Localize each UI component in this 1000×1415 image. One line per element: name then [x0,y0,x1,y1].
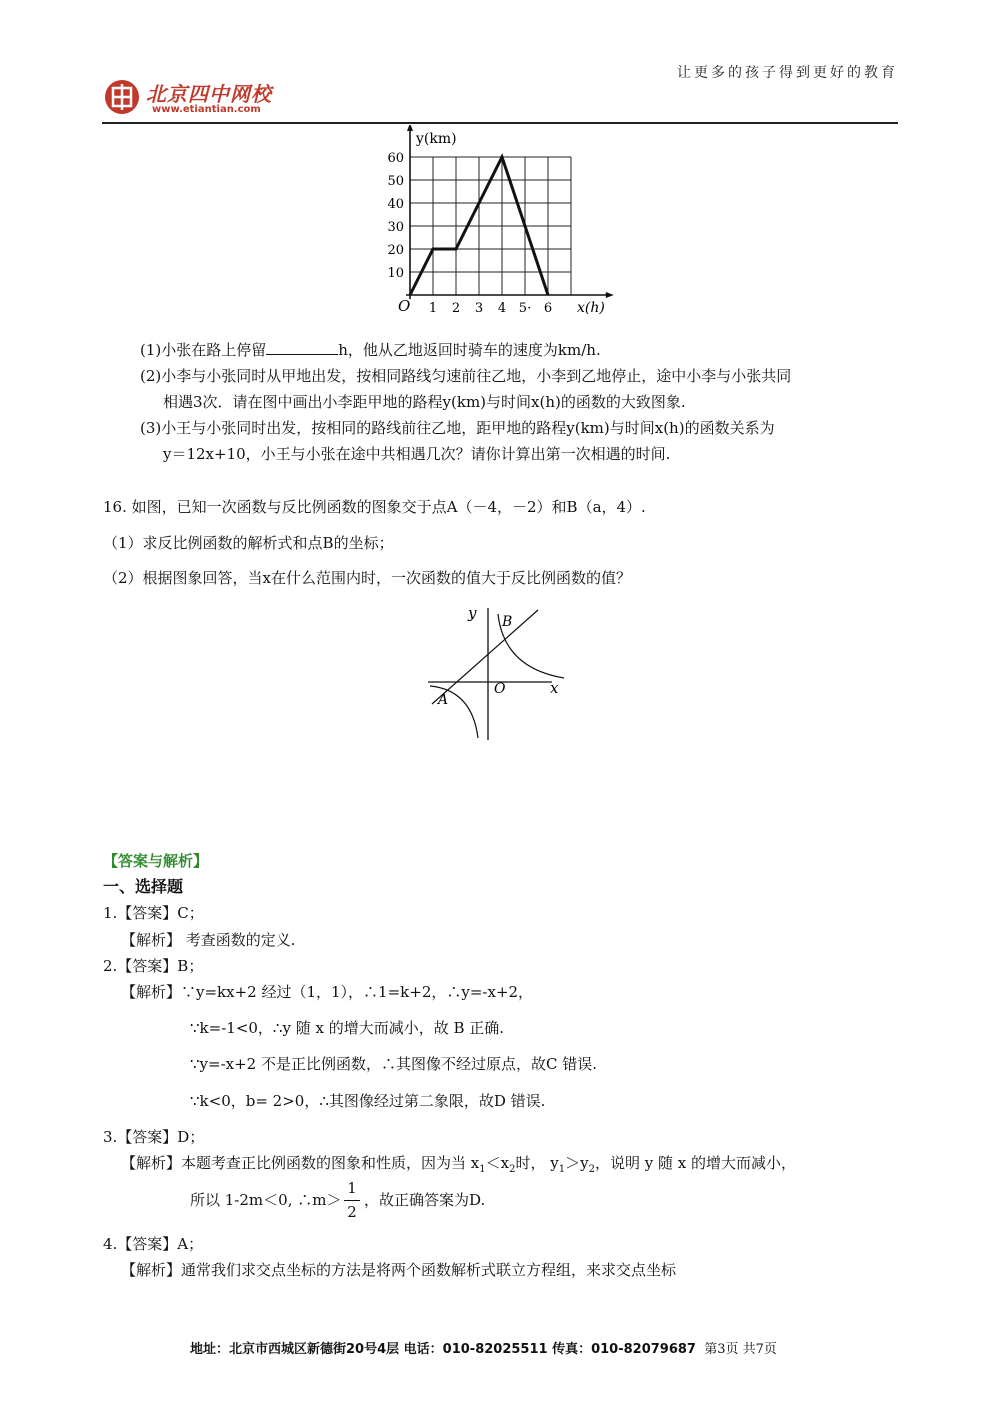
y-tick-label: 30 [387,220,404,235]
answer-4-explanation: 【解析】通常我们求交点坐标的方法是将两个函数解析式联立方程组，来求交点坐标 [121,1261,677,1279]
answer-1-explanation: 【解析】 考查函数的定义. [121,931,296,949]
logo-url: www.etiantian.com [152,104,261,115]
point-a-label: A [438,692,449,708]
y-axis-label: y(km) [416,131,457,147]
answer-3-explanation-2a: 所以 1-2m＜0, ∴m＞ [190,1191,342,1209]
answer-2: 2.【答案】B； [103,957,204,975]
q15-part1: (1)小张在路上停留 h，他从乙地返回时骑车的速度为km/h. [140,341,601,359]
x-tick-label: 2 [451,301,461,316]
logo-name: 北京四中网校 [146,82,272,106]
origin-label: O [398,297,411,315]
q15-part3-line1: (3)小王与小张同时出发，按相同的路线前往乙地，距甲地的路程y(km)与时间x(h)的函数关系为 [140,419,775,437]
graph2-origin-label: O [494,681,506,697]
footer-page: 第3页 共7页 [704,1342,777,1357]
school-logo-icon [102,78,144,116]
q16-part2: （2）根据图象回答，当x在什么范围内时，一次函数的值大于反比例函数的值？ [103,569,632,587]
header-slogan: 让更多的孩子得到更好的教育 [677,65,898,81]
y-tick-label: 50 [387,174,404,189]
answer-2-explanation-1: 【解析】∵y=kx+2 经过（1，1），∴1=k+2，∴y=-x+2， [121,983,534,1001]
answer-2-explanation-2: ∵k=-1<0，∴y 随 x 的增大而减小，故 B 正确. [190,1019,505,1037]
answer-4: 4.【答案】A； [103,1235,204,1253]
y-tick-label: 20 [387,243,404,258]
x-tick-label: 1 [428,301,438,316]
y-tick-label: 10 [387,266,404,281]
x-axis-arrow [606,292,614,298]
linear-function-line [432,610,538,704]
distance-time-chart [380,125,620,320]
function-graph [424,600,574,745]
footer-address: 地址：北京市西城区新德街20号4层 电话：010-82025511 传真：010-82079687 [190,1342,696,1357]
q16-stem: 16. 如图，已知一次函数与反比例函数的图象交于点A（－4，－2）和B（a，4）. [103,498,646,516]
q16-part1: （1）求反比例函数的解析式和点B的坐标； [103,534,394,552]
footer [190,1338,777,1357]
section-heading: 一、选择题 [103,877,184,896]
answer-3-explanation-1: 【解析】本题考查正比例函数的图象和性质，因为当 $x_1<x_2$时， $y_1>y_2$，说明 y 随 x 的增大而减小， [121,1154,796,1175]
graph2-x-label: x [550,679,559,697]
header-divider [102,122,898,124]
fraction-bar [344,1200,360,1201]
point-b-label: B [502,614,513,630]
answer-3: 3.【答案】D； [103,1128,205,1146]
q15-part3-line2: y＝12x+10，小王与小张在途中共相遇几次？请你计算出第一次相遇的时间. [163,445,671,463]
answer-2-explanation-4: ∵k<0，b= 2>0，∴其图像经过第二象限，故D 错误. [190,1092,546,1110]
graph2-y-label: y [468,604,477,622]
y-tick-label: 40 [387,197,404,212]
x-axis-label: x(h) [577,300,605,316]
x-tick-label: 3 [474,301,484,316]
answers-title: 【答案与解析】 [103,852,209,870]
x-tick-label: 4 [497,301,507,316]
y-tick-label: 60 [387,151,404,166]
answer-2-explanation-3: ∵y=-x+2 不是正比例函数，∴其图像不经过原点，故C 错误. [190,1055,598,1073]
q15-part2-line2: 相遇3次．请在图中画出小李距甲地的路程y(km)与时间x(h)的函数的大致图象. [163,393,686,411]
fraction-numerator: 1 [347,1179,357,1197]
fraction-denominator: 2 [347,1203,357,1221]
y-axis-arrow [407,125,413,131]
answer-3-explanation-2b: ，故正确答案为D. [364,1191,486,1209]
answer-1: 1.【答案】C； [103,904,204,922]
x-tick-label: 5· [518,301,532,316]
answer-blank [266,340,338,355]
q15-part2-line1: (2)小李与小张同时从甲地出发，按相同路线匀速前往乙地，小李到乙地停止，途中小李与小张共同 [140,367,792,385]
x-tick-label: 6 [543,301,553,316]
